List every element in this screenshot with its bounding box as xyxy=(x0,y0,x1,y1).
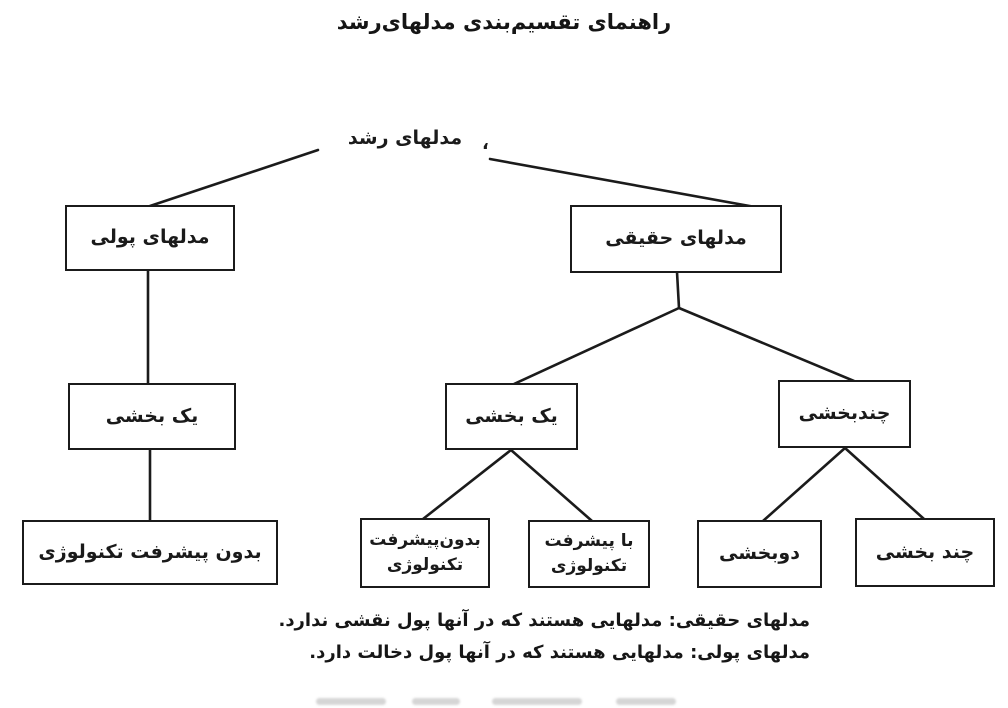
edge-one-sector-mid-to-with-tech xyxy=(511,450,592,521)
node-label: یک بخشی xyxy=(465,404,558,427)
footnote-definitions xyxy=(190,610,810,674)
edge-real-stub xyxy=(677,272,679,308)
node-label-line1: بدون‌پیشرفت xyxy=(369,530,481,551)
node-with-tech-progress xyxy=(528,520,650,588)
node-label: مدلهای حقیقی xyxy=(605,227,747,250)
scan-cutoff-artifact xyxy=(412,698,460,705)
node-label-line2: تکنولوژی xyxy=(550,556,628,576)
node-label-line2: تکنولوژی xyxy=(386,555,464,575)
edge-multi-to-multi2 xyxy=(845,448,924,519)
node-one-sector-left xyxy=(68,383,236,450)
node-without-tech-progress-mid xyxy=(360,518,490,588)
scan-cutoff-artifact xyxy=(616,698,676,705)
node-two-sector xyxy=(697,520,822,588)
edge-real-to-multi-sector xyxy=(679,308,854,381)
node-monetary-models xyxy=(65,205,235,271)
node-label-line1: با پیشرفت xyxy=(544,531,634,552)
root-node-growth-models: مدلهای رشد xyxy=(347,127,463,149)
node-label: چندبخشی xyxy=(798,402,891,425)
edge-root-to-real xyxy=(490,159,766,209)
node-real-models xyxy=(570,205,782,273)
node-label: بدون پیشرفت تکنولوژی xyxy=(38,540,262,563)
node-one-sector-mid xyxy=(445,383,578,450)
root-comma-mark: ، xyxy=(482,133,489,154)
node-label: مدلهای پولی xyxy=(90,226,210,249)
footnote-real-models: مدلهای حقیقی: مدلهایی هستند که در آنها پول نقشی ندارد. xyxy=(278,610,810,631)
node-label: چند بخشی xyxy=(875,540,975,563)
node-multi-sector-2 xyxy=(855,518,995,587)
node-label: یک بخشی xyxy=(105,404,199,427)
node-multi-sector xyxy=(778,380,911,448)
edge-multi-to-two-sector xyxy=(763,448,845,521)
scan-cutoff-artifact xyxy=(316,698,386,705)
edge-real-to-one-sector-mid xyxy=(514,308,679,384)
node-label: دوبخشی xyxy=(719,542,800,565)
edge-root-to-monetary xyxy=(150,150,318,206)
footnote-monetary-models: مدلهای پولی: مدلهایی هستند که در آنها پول دخالت دارد. xyxy=(309,642,810,663)
diagram-title: راهنمای تقسیم‌بندی مدلهای‌رشد xyxy=(336,10,672,34)
scan-cutoff-artifact xyxy=(492,698,582,705)
edge-one-sector-mid-to-no-tech xyxy=(423,450,511,519)
node-without-tech-progress xyxy=(22,520,278,585)
